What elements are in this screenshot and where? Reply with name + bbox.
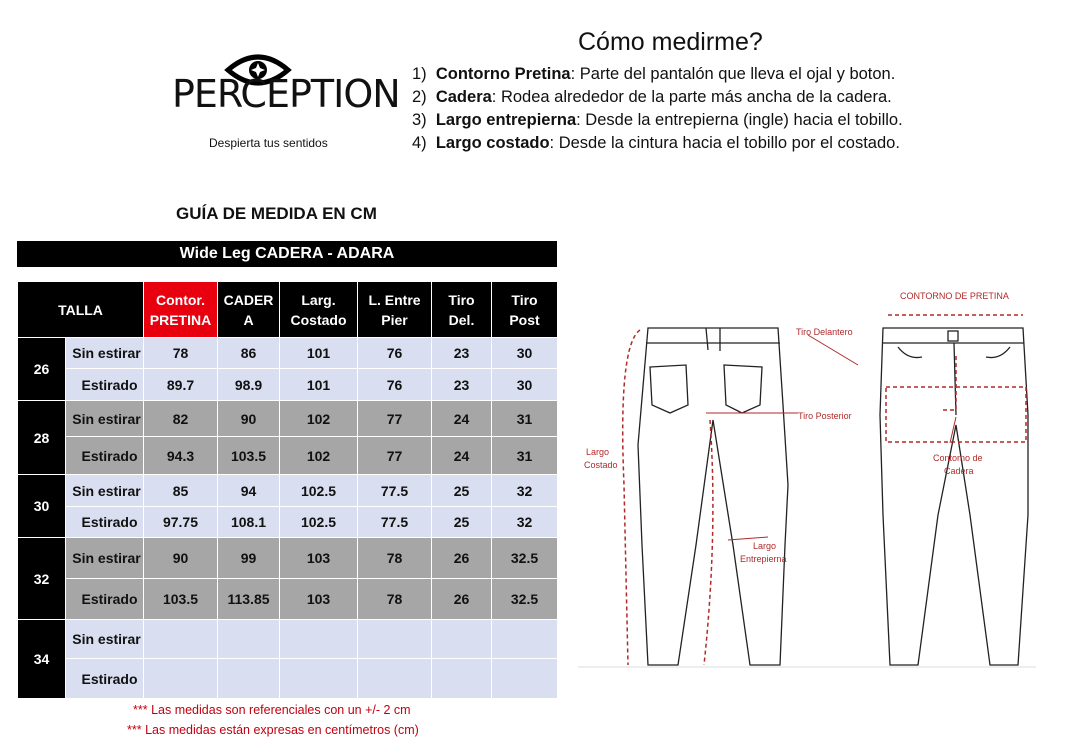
label-tiro-delantero: Tiro Delantero <box>796 327 853 337</box>
table-row <box>18 475 558 507</box>
label-largo-entrepierna-1: Largo <box>753 541 777 551</box>
howto-item: 2) Cadera: Rodea alrededor de la parte más ancha de la cadera. <box>412 88 892 106</box>
value-cell: 25 <box>432 475 492 507</box>
value-cell: 23 <box>432 369 492 401</box>
pants-measurement-diagram <box>578 285 1038 670</box>
note-units: *** Las medidas están expresas en centímetros (cm) <box>127 723 419 737</box>
value-cell: 86 <box>218 338 280 369</box>
howto-item: 3) Largo entrepierna: Desde la entrepierna (ingle) hacia el tobillo. <box>412 111 903 129</box>
value-cell: 24 <box>432 437 492 475</box>
table-row <box>18 338 558 369</box>
front-view-pants-icon <box>880 328 1028 665</box>
row-label: Estirado <box>66 579 144 620</box>
value-cell: 82 <box>144 401 218 437</box>
value-cell <box>280 659 358 699</box>
table-row <box>18 538 558 579</box>
label-largo-costado-1: Largo <box>586 447 610 457</box>
value-cell: 30 <box>492 338 558 369</box>
value-cell: 31 <box>492 401 558 437</box>
size-cell: 28 <box>18 401 66 475</box>
value-cell: 77 <box>358 401 432 437</box>
value-cell: 78 <box>358 538 432 579</box>
table-row <box>18 659 558 699</box>
value-cell: 77.5 <box>358 475 432 507</box>
brand-name: PERCEPTION <box>172 72 400 116</box>
table-header-row <box>18 282 558 338</box>
value-cell: 90 <box>144 538 218 579</box>
size-cell: 32 <box>18 538 66 620</box>
value-cell: 99 <box>218 538 280 579</box>
value-cell: 103 <box>280 579 358 620</box>
size-cell: 34 <box>18 620 66 699</box>
howto-item: 1) Contorno Pretina: Parte del pantalón que lleva el ojal y boton. <box>412 65 896 83</box>
value-cell <box>492 659 558 699</box>
value-cell: 25 <box>432 507 492 538</box>
value-cell: 30 <box>492 369 558 401</box>
label-largo-entrepierna-2: Entrepierna <box>740 554 787 564</box>
value-cell: 31 <box>492 437 558 475</box>
value-cell: 102.5 <box>280 475 358 507</box>
value-cell <box>358 620 432 659</box>
value-cell: 26 <box>432 538 492 579</box>
value-cell: 76 <box>358 338 432 369</box>
value-cell: 78 <box>144 338 218 369</box>
value-cell: 26 <box>432 579 492 620</box>
header-tiro-del: Tiro Del. <box>432 282 492 338</box>
label-contorno-pretina: CONTORNO DE PRETINA <box>900 291 1009 301</box>
header-talla: TALLA <box>18 282 144 338</box>
value-cell <box>218 620 280 659</box>
value-cell: 94.3 <box>144 437 218 475</box>
brand-tagline: Despierta tus sentidos <box>209 136 328 150</box>
row-label: Sin estirar <box>66 338 144 369</box>
label-contorno-cadera-1: Contorno de <box>933 453 983 463</box>
table-title: Wide Leg CADERA - ADARA <box>17 241 557 267</box>
howto-item: 4) Largo costado: Desde la cintura hacia el tobillo por el costado. <box>412 134 900 152</box>
header-pretina: Contor. PRETINA <box>144 282 218 338</box>
value-cell: 103 <box>280 538 358 579</box>
row-label: Sin estirar <box>66 538 144 579</box>
table-row <box>18 401 558 437</box>
value-cell: 101 <box>280 338 358 369</box>
value-cell <box>280 620 358 659</box>
howto-title: Cómo medirme? <box>578 28 763 56</box>
note-tolerance: *** Las medidas son referenciales con un +/- 2 cm <box>133 703 411 717</box>
size-cell: 30 <box>18 475 66 538</box>
value-cell: 89.7 <box>144 369 218 401</box>
value-cell: 32 <box>492 475 558 507</box>
table-row <box>18 579 558 620</box>
value-cell: 98.9 <box>218 369 280 401</box>
value-cell: 77.5 <box>358 507 432 538</box>
value-cell: 77 <box>358 437 432 475</box>
value-cell: 97.75 <box>144 507 218 538</box>
header-costado: Larg. Costado <box>280 282 358 338</box>
value-cell <box>492 620 558 659</box>
value-cell: 24 <box>432 401 492 437</box>
row-label: Sin estirar <box>66 475 144 507</box>
value-cell: 32.5 <box>492 538 558 579</box>
row-label: Estirado <box>66 369 144 401</box>
value-cell: 23 <box>432 338 492 369</box>
value-cell: 90 <box>218 401 280 437</box>
value-cell: 32.5 <box>492 579 558 620</box>
size-cell: 26 <box>18 338 66 401</box>
value-cell: 78 <box>358 579 432 620</box>
row-label: Estirado <box>66 437 144 475</box>
value-cell: 85 <box>144 475 218 507</box>
row-label: Estirado <box>66 659 144 699</box>
value-cell: 103.5 <box>218 437 280 475</box>
label-largo-costado-2: Costado <box>584 460 618 470</box>
value-cell: 94 <box>218 475 280 507</box>
value-cell: 101 <box>280 369 358 401</box>
value-cell: 102 <box>280 401 358 437</box>
value-cell <box>144 659 218 699</box>
table-row <box>18 620 558 659</box>
header-entrepierna: L. Entre Pier <box>358 282 432 338</box>
value-cell <box>144 620 218 659</box>
table-row <box>18 507 558 538</box>
label-tiro-posterior: Tiro Posterior <box>798 411 852 421</box>
guide-title: GUÍA DE MEDIDA EN CM <box>176 204 377 223</box>
howto-list <box>412 63 903 155</box>
header-cadera: CADER A <box>218 282 280 338</box>
value-cell <box>358 659 432 699</box>
row-label: Estirado <box>66 507 144 538</box>
row-label: Sin estirar <box>66 401 144 437</box>
row-label: Sin estirar <box>66 620 144 659</box>
label-contorno-cadera-2: Cadera <box>944 466 974 476</box>
value-cell: 32 <box>492 507 558 538</box>
value-cell <box>432 620 492 659</box>
header-tiro-post: Tiro Post <box>492 282 558 338</box>
value-cell: 76 <box>358 369 432 401</box>
table-row <box>18 369 558 401</box>
value-cell: 108.1 <box>218 507 280 538</box>
value-cell: 103.5 <box>144 579 218 620</box>
value-cell <box>432 659 492 699</box>
value-cell: 102.5 <box>280 507 358 538</box>
back-view-pants-icon <box>638 328 788 665</box>
value-cell: 113.85 <box>218 579 280 620</box>
size-table <box>17 281 558 699</box>
value-cell: 102 <box>280 437 358 475</box>
value-cell <box>218 659 280 699</box>
table-row <box>18 437 558 475</box>
